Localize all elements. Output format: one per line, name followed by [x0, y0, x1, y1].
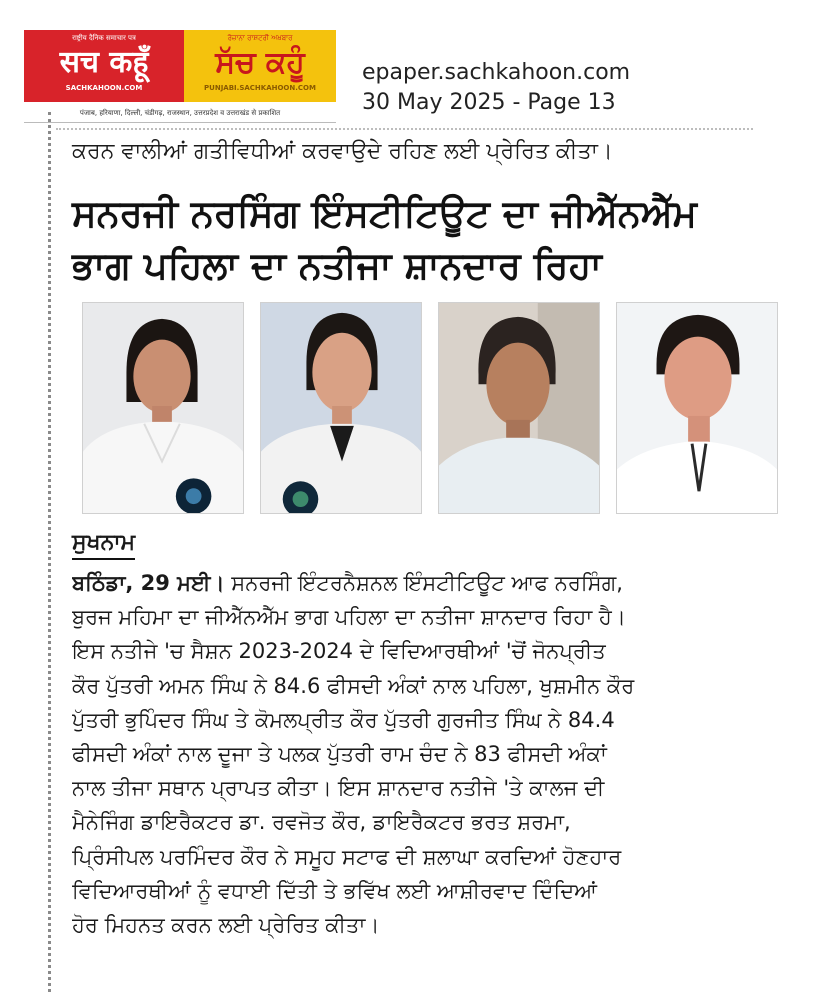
body-line: ਪੁੱਤਰੀ ਭੁਪਿੰਦਰ ਸਿੰਘ ਤੇ ਕੋਮਲਪ੍ਰੀਤ ਕੌਰ ਪੁੱਤਰੀ ਗੁਰਜੀਤ ਸਿੰਘ ਨੇ 84.4	[72, 707, 615, 732]
headline-line-1: ਸਨਰਜੀ ਨਰਸਿੰਗ ਇੰਸਟੀਟਿਊਟ ਦਾ ਜੀਐੱਨਐੱਮ	[72, 192, 697, 235]
column-dotted-rule	[48, 112, 51, 992]
punjabi-logo	[184, 30, 336, 102]
hindi-logo	[24, 30, 184, 102]
article-dateline: ਬਠਿੰਡਾ, 29 ਮਈ।	[72, 571, 225, 595]
epaper-date-page: 30 May 2025 - Page 13	[362, 90, 616, 115]
editions-strip: पंजाब, हरियाणा, दिल्ली, चंडीगढ़, राजस्थान, उत्तरप्रदेश व उत्तराखंड से प्रकाशित	[24, 104, 336, 123]
hindi-logo-title: सच कहूँ	[59, 45, 149, 80]
article-headline	[72, 188, 772, 292]
punjabi-logo-title: ਸੱਚ ਕਹੂੰ	[215, 45, 305, 80]
punjabi-logo-url: PUNJABI.SACHKAHOON.COM	[204, 84, 316, 92]
body-line: ਪ੍ਰਿੰਸੀਪਲ ਪਰਮਿੰਦਰ ਕੌਰ ਨੇ ਸਮੂਹ ਸਟਾਫ ਦੀ ਸ਼ਲਾਘਾ ਕਰਦਿਆਂ ਹੋਣਹਾਰ	[72, 844, 622, 869]
student-photo-2	[260, 302, 422, 514]
body-line: ਹੋਰ ਮਿਹਨਤ ਕਰਨ ਲਈ ਪ੍ਰੇਰਿਤ ਕੀਤਾ।	[72, 913, 380, 938]
portrait-image	[83, 303, 243, 513]
body-line: ਫੀਸਦੀ ਅੰਕਾਂ ਨਾਲ ਦੂਜਾ ਤੇ ਪਲਕ ਪੁੱਤਰੀ ਰਾਮ ਚੰਦ ਨੇ 83 ਫੀਸਦੀ ਅੰਕਾਂ	[72, 742, 607, 767]
body-line: ਨਾਲ ਤੀਜਾ ਸਥਾਨ ਪ੍ਰਾਪਤ ਕੀਤਾ। ਇਸ ਸ਼ਾਨਦਾਰ ਨਤੀਜੇ 'ਤੇ ਕਾਲਜ ਦੀ	[72, 776, 605, 801]
portrait-image	[617, 303, 777, 513]
body-line: ਬੁਰਜ ਮਹਿਮਾ ਦਾ ਜੀਐੱਨਐੱਮ ਭਾਗ ਪਹਿਲਾ ਦਾ ਨਤੀਜਾ ਸ਼ਾਨਦਾਰ ਰਿਹਾ ਹੈ।	[72, 605, 626, 630]
student-photo-3	[438, 302, 600, 514]
hindi-logo-url: SACHKAHOON.COM	[65, 84, 143, 92]
punjabi-logo-tagline: ਰੋਜ਼ਾਨਾ ਰਾਸ਼ਟਰੀ ਅਖ਼ਬਾਰ	[227, 34, 293, 42]
student-photo-4	[616, 302, 778, 514]
article-body	[72, 566, 778, 942]
body-line	[72, 566, 778, 600]
body-line: ਵਿਦਿਆਰਥੀਆਂ ਨੂੰ ਵਧਾਈ ਦਿੱਤੀ ਤੇ ਭਵਿੱਖ ਲਈ ਆਸ਼ੀਰਵਾਦ ਦਿੰਦਿਆਂ	[72, 878, 598, 903]
portrait-image	[439, 303, 599, 513]
top-dotted-rule	[56, 128, 753, 130]
hindi-logo-tagline: राष्ट्रीय दैनिक समाचार पत्र	[72, 34, 136, 42]
epaper-meta	[362, 58, 630, 118]
article-byline: ਸੁਖਨਾਮ	[72, 528, 135, 560]
student-photos	[82, 302, 782, 517]
headline-line-2: ਭਾਗ ਪਹਿਲਾ ਦਾ ਨਤੀਜਾ ਸ਼ਾਨਦਾਰ ਰਿਹਾ	[72, 244, 602, 287]
body-line-text: ਸਨਰਜੀ ਇੰਟਰਨੈਸ਼ਨਲ ਇੰਸਟੀਟਿਊਟ ਆਫ ਨਰਸਿੰਗ,	[224, 571, 623, 595]
newspaper-logo[interactable]	[24, 30, 336, 128]
body-line: ਕੌਰ ਪੁੱਤਰੀ ਅਮਨ ਸਿੰਘ ਨੇ 84.6 ਫੀਸਦੀ ਅੰਕਾਂ ਨਾਲ ਪਹਿਲਾ, ਖੁਸ਼ਮੀਨ ਕੌਰ	[72, 673, 635, 698]
body-line: ਮੈਨੇਜਿੰਗ ਡਾਇਰੈਕਟਰ ਡਾ. ਰਵਜੋਤ ਕੌਰ, ਡਾਇਰੈਕਟਰ ਭਰਤ ਸ਼ਰਮਾ,	[72, 810, 571, 835]
portrait-image	[261, 303, 421, 513]
student-photo-1	[82, 302, 244, 514]
previous-article-last-line: ਕਰਨ ਵਾਲੀਆਂ ਗਤੀਵਿਧੀਆਂ ਕਰਵਾਉਦੇ ਰਹਿਣ ਲਈ ਪ੍ਰੇਰਿਤ ਕੀਤਾ।	[72, 139, 613, 164]
epaper-site[interactable]: epaper.sachkahoon.com	[362, 60, 631, 85]
body-line: ਇਸ ਨਤੀਜੇ 'ਚ ਸੈਸ਼ਨ 2023-2024 ਦੇ ਵਿਦਿਆਰਥੀਆਂ 'ਚੋਂ ਜੋਨਪ੍ਰੀਤ	[72, 639, 606, 664]
